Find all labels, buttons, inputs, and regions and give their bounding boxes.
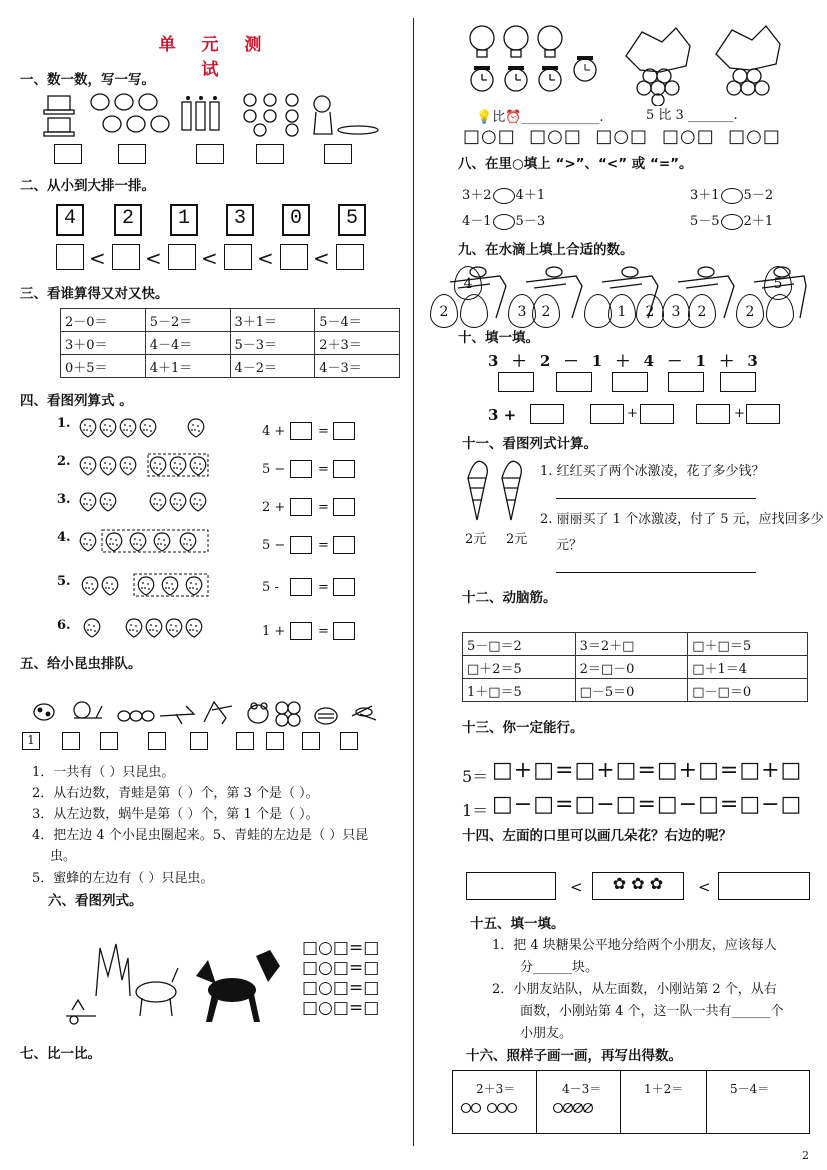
answer-box[interactable] <box>324 144 352 164</box>
answer-box[interactable] <box>333 498 355 516</box>
water-drop: 3 <box>508 294 536 328</box>
sequence-start: 3 + <box>488 406 517 424</box>
number-card: 2 <box>114 204 142 236</box>
strawberry-picture <box>76 452 236 478</box>
answer-box[interactable] <box>196 144 224 164</box>
section-9-heading: 九、在水滴上填上合适的数。 <box>458 242 634 258</box>
table-cell: 4－3＝ <box>315 355 400 378</box>
order-box[interactable] <box>336 244 364 270</box>
item-number: 5. <box>57 574 71 589</box>
section-6-heading: 六、看图列式。 <box>48 893 143 909</box>
clock-icon: ⏰ <box>505 110 522 125</box>
table-cell: 3＝2＋□ <box>575 633 688 656</box>
grapes-and-leaves <box>620 20 800 106</box>
compare-circle[interactable] <box>493 188 515 204</box>
brain-teaser-table <box>462 632 808 702</box>
section-3-heading: 三、看谁算得又对又快。 <box>20 286 169 302</box>
ice-cream-icon <box>462 456 538 526</box>
answer-box[interactable] <box>590 404 624 424</box>
page-title: 单 元 测 试 <box>158 35 272 80</box>
counting-picture <box>40 90 380 138</box>
water-drop: 2 <box>688 294 716 328</box>
answer-box[interactable] <box>498 372 534 392</box>
number-card: 5 <box>338 204 366 236</box>
answer-box[interactable] <box>290 536 312 554</box>
quick-calc-table <box>60 308 400 378</box>
expr: 3＋1 <box>690 188 720 203</box>
equals-sign: = <box>318 538 329 553</box>
answer-box[interactable] <box>640 404 674 424</box>
order-box[interactable] <box>100 732 118 750</box>
equals-sign: = <box>318 580 329 595</box>
section-1-heading: 一、数一数，写一写。 <box>20 72 155 88</box>
table-cell: 4－2＝ <box>230 355 315 378</box>
water-drop: 2 <box>430 294 458 328</box>
table-cell: □－5＝0 <box>575 679 688 702</box>
table-cell: 4－3＝ <box>562 1082 602 1096</box>
water-drop[interactable] <box>766 294 794 328</box>
section-16-heading: 十六、照样子画一画，再写出得数。 <box>466 1048 682 1064</box>
page-number: 2 <box>802 1149 809 1162</box>
table-cell: 3＋0＝ <box>61 332 146 355</box>
section-5-heading: 五、给小昆虫排队。 <box>20 656 142 672</box>
expression-blanks: □○□=□ □○□=□ □○□=□ □○□=□ <box>302 938 380 1018</box>
equals-sign: = <box>318 500 329 515</box>
number-card: 4 <box>56 204 84 236</box>
table-row <box>463 633 808 656</box>
order-box[interactable] <box>302 732 320 750</box>
compare-statement: 5 比 3 _______. <box>646 108 738 123</box>
compare-item <box>462 184 545 204</box>
order-box[interactable] <box>224 244 252 270</box>
expr: 3＋2 <box>462 188 492 203</box>
price-label: 2元 <box>465 532 487 547</box>
table-cell: 5－□＝2 <box>463 633 576 656</box>
draw-box[interactable] <box>466 872 556 900</box>
compare-label: 💡比⏰____________. <box>476 110 604 125</box>
section-2-heading: 二、从小到大排一排。 <box>20 178 155 194</box>
answer-box[interactable] <box>556 372 592 392</box>
strawberry-picture <box>76 572 236 598</box>
less-than-sign: < <box>570 878 583 896</box>
answer-box[interactable] <box>333 422 355 440</box>
equation-prefix: 5 − <box>262 538 286 553</box>
order-box: 1 <box>22 732 40 750</box>
expr: 4＋1 <box>515 188 546 203</box>
table-cell: 3＋1＝ <box>230 309 315 332</box>
sequence-row: 3 ＋ 2 － 1 ＋ 4 － 1 ＋ 3 <box>488 352 759 370</box>
question-text: 4．把左边 4 个小昆虫圈起来。5、青蛙的左边是（ ）只昆 <box>32 828 369 843</box>
answer-box[interactable] <box>290 422 312 440</box>
column-divider <box>413 18 414 1146</box>
question-text: 2．从右边数，青蛙是第（ ）个，第 3 个是（ ）。 <box>32 786 319 801</box>
example-circles <box>458 1100 618 1116</box>
table-row <box>61 332 400 355</box>
water-drop: 3 <box>662 294 690 328</box>
equals-sign: = <box>318 462 329 477</box>
answer-box[interactable] <box>720 372 756 392</box>
question-text: 3．从左边数，蜗牛是第（ ）个，第 1 个是（ ）。 <box>32 807 319 822</box>
blank-chain[interactable]: □−□=□−□=□−□=□−□ <box>492 792 803 817</box>
section-11-heading: 十一、看图列式计算。 <box>462 436 597 452</box>
flower-box: ✿ ✿ ✿ <box>592 872 684 900</box>
order-box[interactable] <box>168 244 196 270</box>
less-than-sign: < <box>313 246 330 270</box>
answer-box[interactable] <box>118 144 146 164</box>
table-cell: 0＋5＝ <box>61 355 146 378</box>
item-number: 6. <box>57 618 71 633</box>
compare-item <box>690 210 773 230</box>
answer-box[interactable] <box>290 460 312 478</box>
expr: 2＋1 <box>743 214 774 229</box>
answer-box[interactable] <box>333 578 355 596</box>
clock-icon <box>570 50 600 90</box>
question-text: 5．蜜蜂的左边有（ ）只昆虫。 <box>32 871 214 886</box>
price-label: 2元 <box>506 532 528 547</box>
strawberry-picture <box>76 490 236 514</box>
compare-word: 比 <box>492 110 506 125</box>
less-than-sign: < <box>201 246 218 270</box>
answer-box[interactable] <box>290 498 312 516</box>
table-cell: 2＋3＝ <box>315 332 400 355</box>
question-text: 2. 丽丽买了 1 个冰激凌，付了 5 元，应找回多少 <box>540 512 824 527</box>
order-box[interactable] <box>280 244 308 270</box>
compare-blanks: □○□ □○□ □○□ <box>463 126 649 147</box>
equation-prefix: 5 ‐ <box>262 580 279 595</box>
section-4-heading: 四、看图列算式 。 <box>20 393 133 409</box>
table-row <box>61 355 400 378</box>
item-number: 4. <box>57 530 71 545</box>
expr: 5－5 <box>690 214 720 229</box>
row-start: 1＝ <box>462 801 489 820</box>
question-text: 1. 红红买了两个冰激凌，花了多少钱？ <box>540 464 765 479</box>
answer-box[interactable] <box>256 144 284 164</box>
expr: 5－2 <box>743 188 774 203</box>
less-than-sign: < <box>257 246 274 270</box>
order-box[interactable] <box>340 732 358 750</box>
table-cell: 5－3＝ <box>230 332 315 355</box>
less-than-sign: < <box>698 878 711 896</box>
expr: 5－3 <box>515 214 546 229</box>
table-cell: 5－2＝ <box>145 309 230 332</box>
order-box[interactable] <box>148 732 166 750</box>
equation-prefix: 2 + <box>262 500 286 515</box>
table-row <box>61 309 400 332</box>
table-row <box>463 679 808 702</box>
answer-line[interactable] <box>556 498 756 499</box>
item-number: 2. <box>57 454 71 469</box>
table-cell: 5－4＝ <box>315 309 400 332</box>
compare-circle[interactable] <box>721 214 743 230</box>
question-text: 元？ <box>556 538 583 553</box>
expr: 4－1 <box>462 214 492 229</box>
compare-item <box>690 184 773 204</box>
answer-box[interactable] <box>746 404 780 424</box>
answer-box[interactable] <box>696 404 730 424</box>
item-number: 3. <box>57 492 71 507</box>
order-box[interactable] <box>266 732 284 750</box>
question-text: 1．一共有（ ）只昆虫。 <box>32 765 175 780</box>
question-text: 分______块。 <box>520 960 599 975</box>
order-box[interactable] <box>56 244 84 270</box>
blank-chain[interactable]: □+□=□+□=□+□=□+□ <box>492 758 803 783</box>
water-drop: 1 <box>608 294 636 328</box>
answer-box[interactable] <box>333 536 355 554</box>
insects-picture <box>26 692 386 728</box>
order-box[interactable] <box>236 732 254 750</box>
section-14-heading: 十四、左面的口里可以画几朵花？右边的呢？ <box>462 828 732 844</box>
order-box[interactable] <box>112 244 140 270</box>
compare-circle[interactable] <box>721 188 743 204</box>
answer-box[interactable] <box>290 622 312 640</box>
table-cell: 4－4＝ <box>145 332 230 355</box>
equals-sign: = <box>318 624 329 639</box>
bulb-icon: 💡 <box>476 110 493 125</box>
strawberry-picture <box>76 616 236 640</box>
table-cell: 2＝□－0 <box>575 656 688 679</box>
deer-picture <box>56 936 296 1026</box>
answer-box[interactable] <box>333 622 355 640</box>
answer-box[interactable] <box>54 144 82 164</box>
answer-box[interactable] <box>333 460 355 478</box>
water-drop: 2 <box>736 294 764 328</box>
answer-box[interactable] <box>612 372 648 392</box>
plus-sign: + <box>734 406 745 421</box>
section-13-heading: 十三、你一定能行。 <box>462 720 584 736</box>
number-card: 0 <box>282 204 310 236</box>
water-drop: 4 <box>454 266 482 300</box>
divider <box>620 1070 621 1134</box>
water-drop[interactable] <box>460 294 488 328</box>
equation-prefix: 4 + <box>262 424 286 439</box>
section-8-heading: 八、在里○填上 “>”、“<” 或 “=”。 <box>458 156 693 172</box>
question-text: 面数，小刚站第 4 个，这一队一共有______个 <box>520 1004 784 1019</box>
less-than-sign: < <box>145 246 162 270</box>
table-cell: 5－4＝ <box>730 1082 770 1096</box>
compare-item <box>462 210 545 230</box>
equals-sign: = <box>318 424 329 439</box>
start-number: 3 <box>488 406 499 424</box>
number-card: 3 <box>226 204 254 236</box>
row-start: 5＝ <box>462 767 489 786</box>
answer-box[interactable] <box>290 578 312 596</box>
compare-circle[interactable] <box>493 214 515 230</box>
question-text: 1．把 4 块糖果公平地分给两个小朋友，应该每人 <box>492 938 777 953</box>
table-cell: □＋□＝5 <box>688 633 808 656</box>
equation-prefix: 5 − <box>262 462 286 477</box>
bulbs-and-clocks <box>460 22 580 98</box>
table-cell: 1＋2＝ <box>644 1082 684 1096</box>
question-text: 2．小朋友站队，从左面数，小刚站第 2 个，从右 <box>492 982 777 997</box>
section-15-heading: 十五、填一填。 <box>470 916 565 932</box>
answer-box[interactable] <box>530 404 564 424</box>
table-cell: 2－0＝ <box>61 309 146 332</box>
section-12-heading: 十二、动脑筋。 <box>462 590 557 606</box>
table-cell: □＋2＝5 <box>463 656 576 679</box>
table-cell: 1＋□＝5 <box>463 679 576 702</box>
table-cell: □－□＝0 <box>688 679 808 702</box>
table-cell: 2＋3＝ <box>476 1082 516 1096</box>
question-text: 小朋友。 <box>520 1026 573 1041</box>
order-box[interactable] <box>190 732 208 750</box>
item-number: 1. <box>57 416 71 431</box>
divider <box>706 1070 707 1134</box>
strawberry-picture <box>76 528 236 554</box>
strawberry-picture <box>76 416 236 440</box>
less-than-sign: < <box>89 246 106 270</box>
draw-box[interactable] <box>718 872 810 900</box>
compare-blanks: □○□ □○□ <box>662 126 781 147</box>
number-card: 1 <box>170 204 198 236</box>
water-drop: 2 <box>636 294 664 328</box>
section-10-heading: 十、填一填。 <box>458 330 539 346</box>
answer-box[interactable] <box>668 372 704 392</box>
water-drop: 5 <box>764 266 792 300</box>
water-drop: 2 <box>532 294 560 328</box>
equation-prefix: 1 + <box>262 624 286 639</box>
section-7-heading: 七、比一比。 <box>20 1046 101 1062</box>
answer-line[interactable] <box>556 572 756 573</box>
plus-sign: + <box>627 406 638 421</box>
question-text: 虫。 <box>50 849 77 864</box>
order-box[interactable] <box>62 732 80 750</box>
table-cell: 4＋1＝ <box>145 355 230 378</box>
table-cell: □＋1＝4 <box>688 656 808 679</box>
table-row <box>463 656 808 679</box>
